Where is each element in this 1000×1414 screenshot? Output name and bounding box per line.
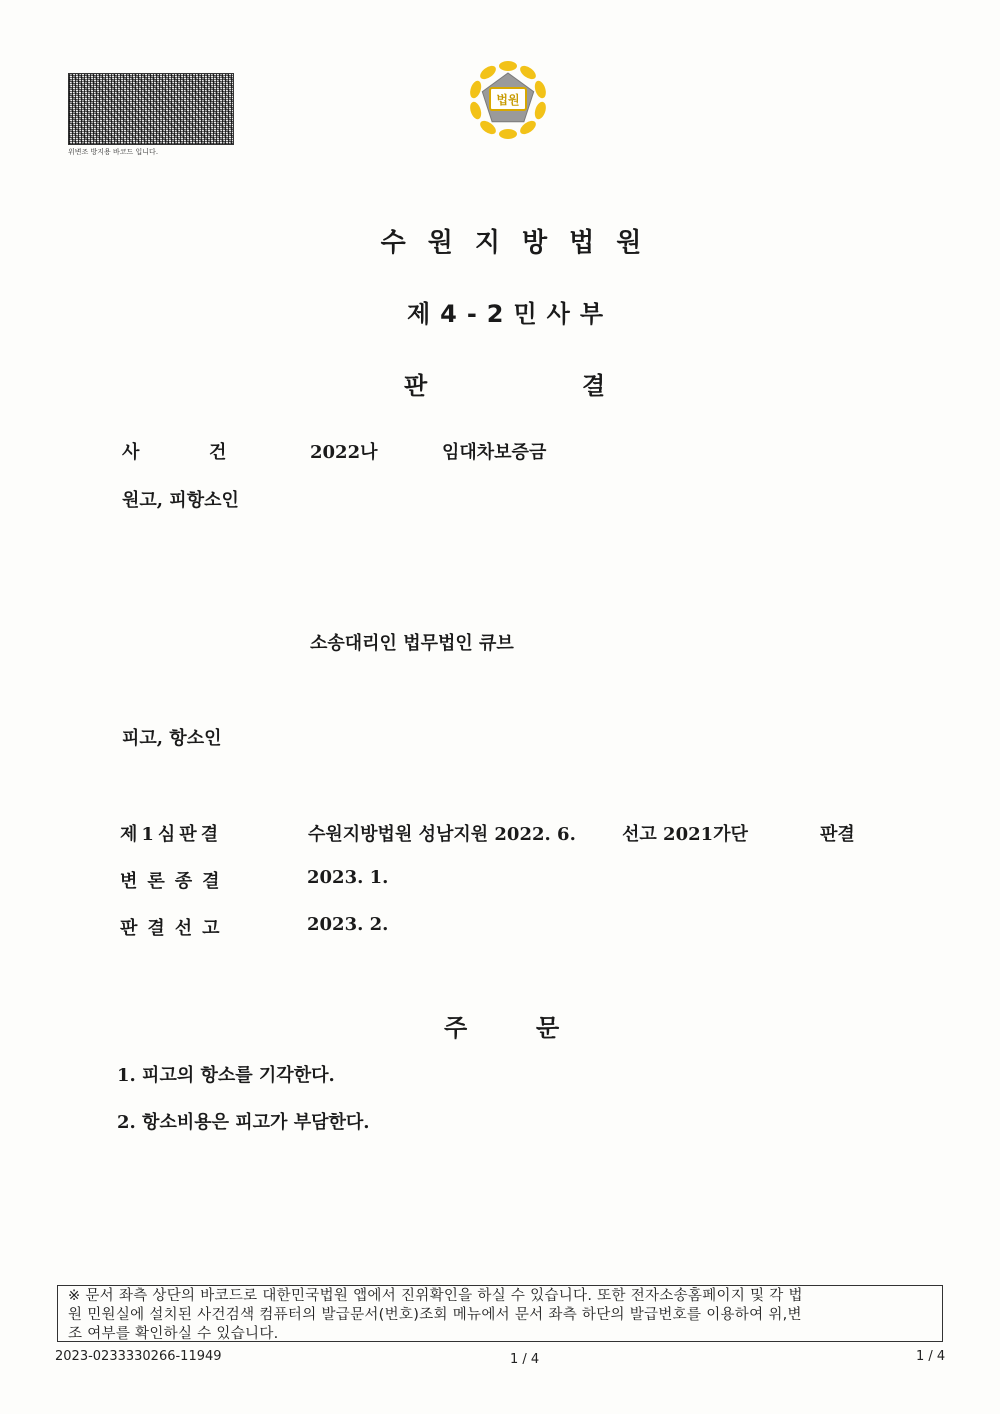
seal-petal [468,100,483,120]
first-instance-suffix: 판결 [820,824,855,845]
closing-label: 변론종결 [120,871,230,892]
verification-notice [57,1285,943,1342]
plaintiff-label: 원고, 피항소인 [122,490,239,511]
page-indicator-right: 1 / 4 [916,1349,946,1364]
notice-line-1: ※ 문서 좌측 상단의 바코드로 대한민국법원 앱에서 진위확인을 하실 수 있습니다. 또한 전자소송홈페이지 및 각 법 [68,1288,803,1304]
notice-line-3: 조 여부를 확인하실 수 있습니다. [68,1326,279,1342]
pronouncement-date: 2023. 2. [307,914,389,935]
judgment-title-left: 판 [404,372,428,400]
first-instance-label: 제1심판결 [120,824,223,845]
seal-petal [533,79,548,99]
court-seal-icon [460,50,556,146]
order-title-left: 주 [444,1014,468,1042]
pronouncement-label: 판결선고 [120,918,230,939]
first-instance-pronounced: 선고 2021가단 [622,824,748,845]
seal-petal [468,79,483,99]
order-title [0,1008,1000,1042]
plaintiff-attorney: 소송대리인 법무법인 큐브 [310,633,514,654]
page-indicator-center: 1 / 4 [510,1352,540,1367]
seal-petal [518,63,538,82]
barcode-caption: 위변조 방지용 바코드 입니다. [68,148,159,156]
judgment-title-right: 결 [582,372,606,400]
case-name: 임대차보증금 [442,442,547,463]
order-title-right: 문 [536,1014,560,1042]
seal-text: 법원 [496,93,520,107]
seal-petal [533,100,548,120]
seal-petal [499,61,517,71]
first-instance-court: 수원지방법원 성남지원 2022. 6. [308,824,576,845]
case-number: 2022나 [310,442,378,463]
order-item-2: 2. 항소비용은 피고가 부담한다. [117,1112,370,1133]
issue-number: 2023-0233330266-11949 [55,1349,222,1364]
court-name: 수원지방법원 [380,228,664,258]
verification-barcode [68,73,234,145]
defendant-label: 피고, 항소인 [122,728,222,749]
judgment-title [0,366,1000,400]
notice-line-2: 원 민원실에 설치된 사건검색 컴퓨터의 발급문서(번호)조회 메뉴에서 문서 좌측 하단의 발급번호를 이용하여 위,변 [68,1307,802,1323]
seal-petal [478,63,498,82]
seal-petal [499,129,517,139]
case-label-left: 사 [122,442,140,463]
order-item-1: 1. 피고의 항소를 기각한다. [117,1065,335,1086]
division-name: 제4-2민사부 [406,300,614,328]
case-label-right: 건 [209,442,227,463]
closing-date: 2023. 1. [307,867,389,888]
